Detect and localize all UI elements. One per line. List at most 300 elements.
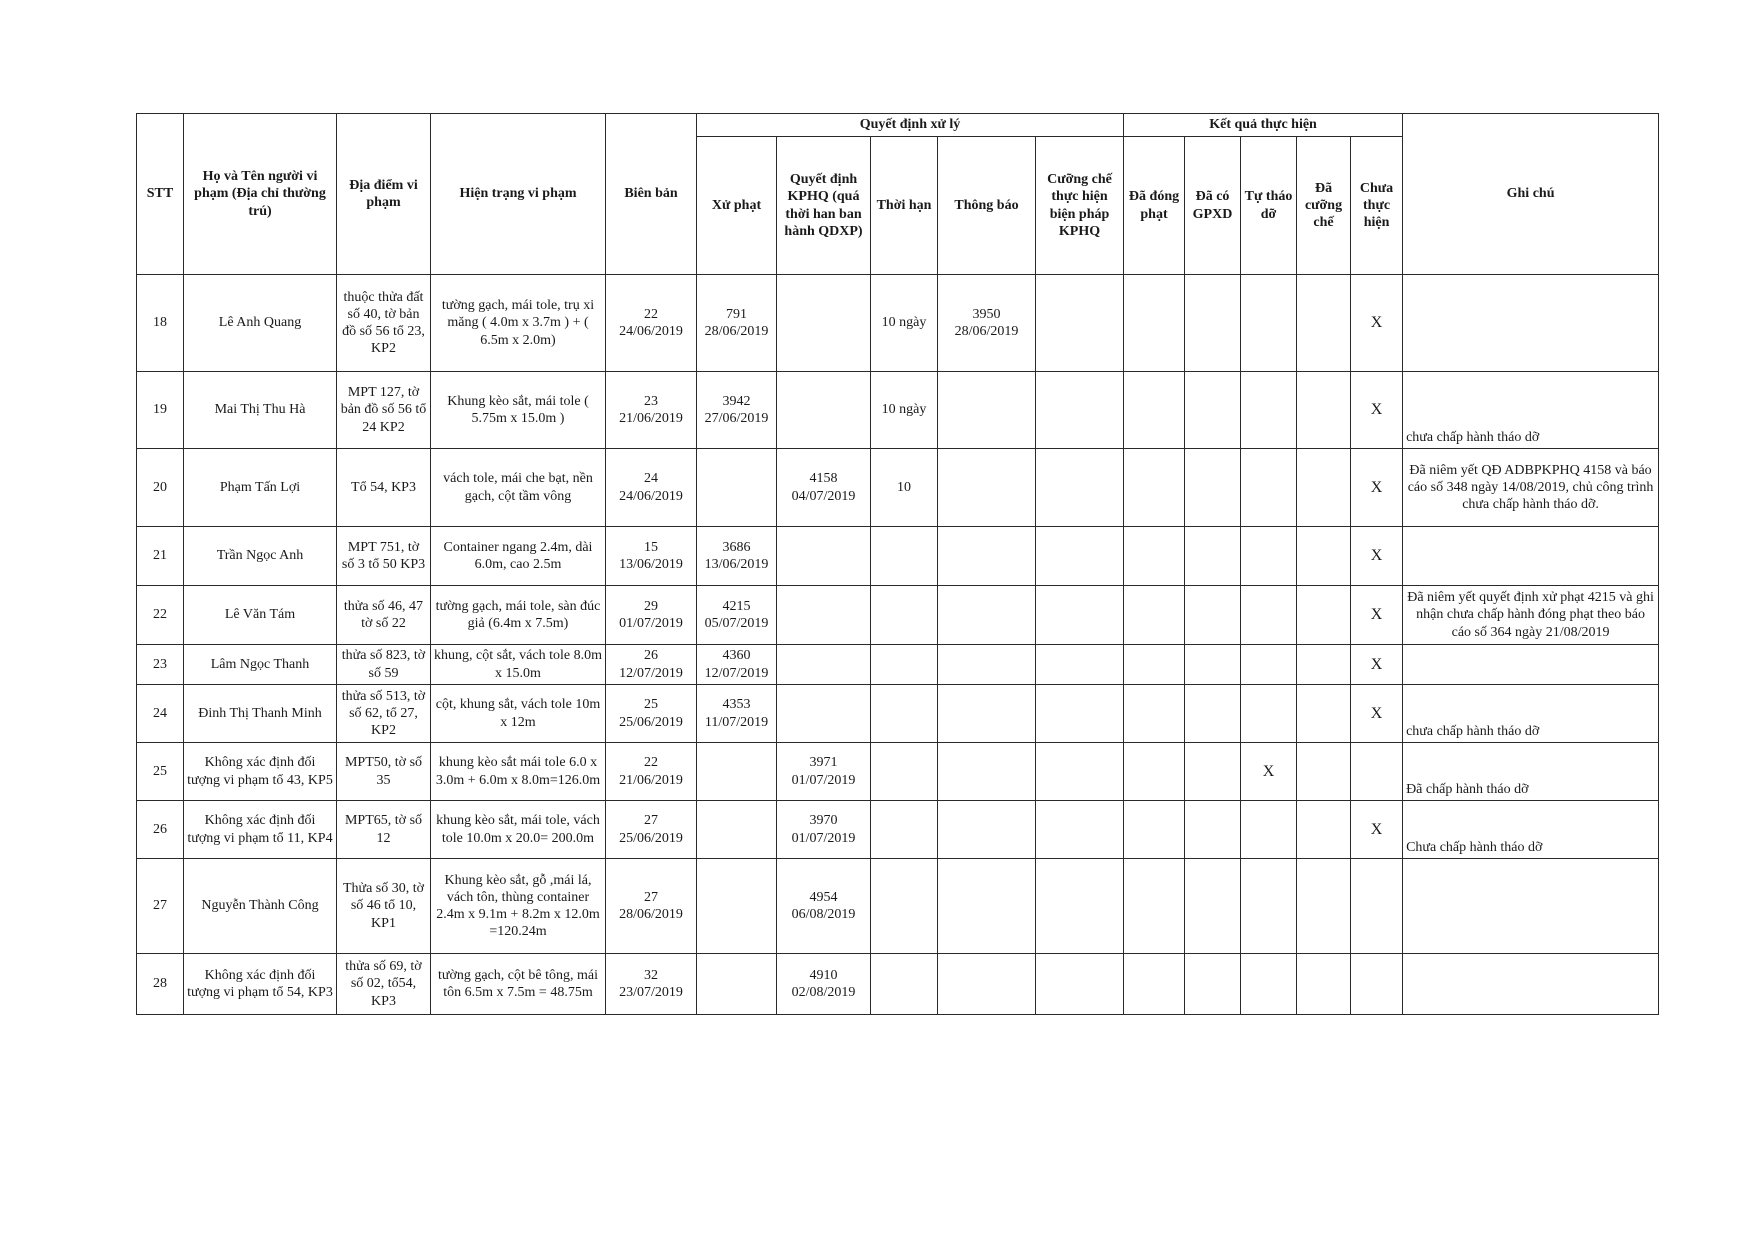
violation-status: vách tole, mái che bạt, nền gạch, cột tầm vông xyxy=(443,471,593,504)
table-row xyxy=(137,685,1659,743)
cell-status xyxy=(431,372,606,449)
cell-status xyxy=(431,685,606,743)
violation-location: MPT65, tờ số 12 xyxy=(344,813,423,846)
penalty-number: 4360 xyxy=(722,648,751,664)
header-group-decision: Quyết định xử lý xyxy=(697,114,1124,137)
cell-location xyxy=(337,859,431,954)
stt-value: 28 xyxy=(153,976,167,992)
cell-name xyxy=(184,859,337,954)
cell-enforce-kphq xyxy=(1036,743,1124,801)
stt-value: 23 xyxy=(153,656,167,672)
cell-enforce-kphq xyxy=(1036,527,1124,586)
cell-name xyxy=(184,685,337,743)
violation-status: khung kèo sắt, mái tole, vách tole 10.0m x 20.0= 200.0m xyxy=(436,813,600,846)
cell-gpxd xyxy=(1185,859,1241,954)
cell-not-done xyxy=(1351,275,1403,372)
violator-name: Lê Anh Quang xyxy=(218,315,302,331)
penalty-date: 28/06/2019 xyxy=(704,324,769,339)
table-row xyxy=(137,527,1659,586)
record-number: 22 xyxy=(644,306,658,322)
cell-location xyxy=(337,685,431,743)
cell-notice xyxy=(938,449,1036,527)
cell-enforced xyxy=(1297,645,1351,685)
cell-notes xyxy=(1403,743,1659,801)
cell-gpxd xyxy=(1185,275,1241,372)
cell-stt xyxy=(137,527,184,586)
violations-table xyxy=(136,113,1659,1015)
cell-paid xyxy=(1124,527,1185,586)
cell-not-done xyxy=(1351,527,1403,586)
cell-paid xyxy=(1124,645,1185,685)
cell-deadline xyxy=(871,527,938,586)
cell-deadline xyxy=(871,275,938,372)
cell-paid xyxy=(1124,275,1185,372)
cell-location xyxy=(337,527,431,586)
penalty-date: 27/06/2019 xyxy=(704,411,769,426)
cell-penalty xyxy=(697,743,777,801)
violation-status: tường gạch, mái tole, trụ xi măng ( 4.0m x 3.7m ) + ( 6.5m x 2.0m) xyxy=(441,298,595,348)
cell-penalty xyxy=(697,449,777,527)
cell-not-done xyxy=(1351,685,1403,743)
cell-kphq xyxy=(777,372,871,449)
cell-penalty xyxy=(697,645,777,685)
penalty-date: 12/07/2019 xyxy=(704,665,769,681)
cell-deadline xyxy=(871,743,938,801)
header-paid: Đã đóng phạt xyxy=(1124,137,1185,275)
cell-self-demolish xyxy=(1241,685,1297,743)
cell-enforce-kphq xyxy=(1036,645,1124,685)
violation-location: MPT50, tờ số 35 xyxy=(344,755,423,788)
cell-stt xyxy=(137,372,184,449)
cell-not-done xyxy=(1351,372,1403,449)
penalty-number: 791 xyxy=(726,306,747,322)
cell-enforced xyxy=(1297,859,1351,954)
violation-status: tường gạch, mái tole, sàn đúc giả (6.4m x 7.5m) xyxy=(435,598,601,631)
record-date: 21/06/2019 xyxy=(619,411,683,426)
cell-notice xyxy=(938,586,1036,645)
cell-name xyxy=(184,372,337,449)
cell-self-demolish xyxy=(1241,645,1297,685)
cell-penalty xyxy=(697,801,777,859)
cell-notice xyxy=(938,743,1036,801)
kphq-number: 4910 xyxy=(809,967,838,983)
cell-enforce-kphq xyxy=(1036,859,1124,954)
cell-penalty xyxy=(697,954,777,1015)
cell-not-done xyxy=(1351,743,1403,801)
cell-gpxd xyxy=(1185,685,1241,743)
record-date: 25/06/2019 xyxy=(619,714,683,730)
cell-notes xyxy=(1403,372,1659,449)
cell-name xyxy=(184,954,337,1015)
cell-self-demolish xyxy=(1241,275,1297,372)
violation-status: Khung kèo sắt, gỗ ,mái lá, vách tôn, thùng container 2.4m x 9.1m + 8.2m x 12.0m =120.24m xyxy=(436,872,600,940)
header-self-demolish: Tự tháo dỡ xyxy=(1241,137,1297,275)
penalty-number: 4353 xyxy=(722,697,751,713)
cell-stt xyxy=(137,275,184,372)
cell-location xyxy=(337,743,431,801)
violation-location: Thửa số 30, tờ số 46 tổ 10, KP1 xyxy=(342,881,425,931)
violator-name: Không xác định đối tượng vi phạm tổ 54, KP3 xyxy=(187,967,333,1000)
table-row xyxy=(137,743,1659,801)
penalty-date: 11/07/2019 xyxy=(704,714,769,730)
kphq-number: 3971 xyxy=(809,755,838,771)
cell-status xyxy=(431,645,606,685)
note-text: Đã niêm yết quyết định xử phạt 4215 và ghi nhận chưa chấp hành đóng phạt theo báo cáo số 364 ngày 21/08/2019 xyxy=(1407,590,1654,640)
cell-deadline xyxy=(871,801,938,859)
record-date: 28/06/2019 xyxy=(619,907,683,922)
cell-notes xyxy=(1403,586,1659,645)
cell-paid xyxy=(1124,685,1185,743)
cell-record xyxy=(606,859,697,954)
violator-name: Đinh Thị Thanh Minh xyxy=(198,705,322,721)
cell-stt xyxy=(137,801,184,859)
record-number: 25 xyxy=(644,697,658,713)
cell-self-demolish xyxy=(1241,743,1297,801)
header-gpxd: Đã có GPXD xyxy=(1185,137,1241,275)
kphq-number: 3970 xyxy=(809,813,838,829)
cell-paid xyxy=(1124,586,1185,645)
stt-value: 24 xyxy=(153,705,167,721)
violation-status: cột, khung sắt, vách tole 10m x 12m xyxy=(435,697,601,730)
cell-penalty xyxy=(697,372,777,449)
header-kphq: Quyết định KPHQ (quá thời han ban hành QDXP) xyxy=(777,137,871,275)
cell-gpxd xyxy=(1185,527,1241,586)
violation-status: khung, cột sắt, vách tole 8.0m x 15.0m xyxy=(434,648,602,681)
cell-kphq xyxy=(777,743,871,801)
penalty-number: 4215 xyxy=(722,598,751,614)
cell-kphq xyxy=(777,801,871,859)
cell-notes xyxy=(1403,645,1659,685)
violation-status: khung kèo sắt mái tole 6.0 x 3.0m + 6.0m x 8.0m=126.0m xyxy=(435,755,601,788)
violator-name: Nguyễn Thành Công xyxy=(201,898,319,914)
cell-kphq xyxy=(777,275,871,372)
cell-gpxd xyxy=(1185,954,1241,1015)
penalty-date: 05/07/2019 xyxy=(704,616,769,631)
kphq-date: 01/07/2019 xyxy=(791,772,856,788)
stt-value: 25 xyxy=(153,763,167,779)
record-date: 13/06/2019 xyxy=(619,557,683,572)
table-row xyxy=(137,645,1659,685)
record-date: 25/06/2019 xyxy=(619,830,683,846)
cell-enforce-kphq xyxy=(1036,954,1124,1015)
not-done-mark: X xyxy=(1370,704,1383,722)
cell-status xyxy=(431,449,606,527)
cell-deadline xyxy=(871,645,938,685)
header-name: Họ và Tên người vi phạm (Địa chỉ thường trú) xyxy=(184,114,337,275)
notice-date: 28/06/2019 xyxy=(954,324,1019,339)
cell-notes xyxy=(1403,275,1659,372)
table-body xyxy=(137,275,1659,1015)
violation-status: Container ngang 2.4m, dài 6.0m, cao 2.5m xyxy=(443,539,593,572)
cell-self-demolish xyxy=(1241,801,1297,859)
cell-gpxd xyxy=(1185,449,1241,527)
cell-notice xyxy=(938,954,1036,1015)
cell-enforced xyxy=(1297,372,1351,449)
cell-enforce-kphq xyxy=(1036,685,1124,743)
header-group-result: Kết quả thực hiện xyxy=(1124,114,1403,137)
penalty-number: 3942 xyxy=(722,393,751,409)
cell-gpxd xyxy=(1185,743,1241,801)
cell-record xyxy=(606,372,697,449)
header-group-row xyxy=(137,114,1659,137)
cell-status xyxy=(431,586,606,645)
cell-location xyxy=(337,954,431,1015)
cell-paid xyxy=(1124,859,1185,954)
stt-value: 18 xyxy=(153,315,167,331)
stt-value: 26 xyxy=(153,821,167,837)
cell-notes xyxy=(1403,859,1659,954)
record-date: 01/07/2019 xyxy=(619,616,683,631)
cell-record xyxy=(606,954,697,1015)
cell-penalty xyxy=(697,586,777,645)
cell-notes xyxy=(1403,685,1659,743)
violation-status: tường gạch, cột bê tông, mái tôn 6.5m x 7.5m = 48.75m xyxy=(437,967,598,1000)
cell-not-done xyxy=(1351,449,1403,527)
cell-paid xyxy=(1124,954,1185,1015)
header-not-done: Chưa thực hiện xyxy=(1351,137,1403,275)
cell-status xyxy=(431,743,606,801)
header-enforce-kphq: Cưỡng chế thực hiện biện pháp KPHQ xyxy=(1036,137,1124,275)
cell-name xyxy=(184,275,337,372)
cell-record xyxy=(606,449,697,527)
cell-gpxd xyxy=(1185,372,1241,449)
violation-location: thửa số 69, tờ số 02, tổ54, KP3 xyxy=(345,959,422,1009)
cell-gpxd xyxy=(1185,645,1241,685)
record-number: 23 xyxy=(644,393,658,409)
not-done-mark: X xyxy=(1370,820,1383,838)
cell-name xyxy=(184,527,337,586)
cell-notice xyxy=(938,645,1036,685)
cell-location xyxy=(337,645,431,685)
note-text: chưa chấp hành tháo dỡ xyxy=(1406,429,1540,445)
table-row xyxy=(137,449,1659,527)
cell-notes xyxy=(1403,801,1659,859)
record-number: 24 xyxy=(644,471,658,487)
note-text: chưa chấp hành tháo dỡ xyxy=(1406,723,1540,739)
cell-stt xyxy=(137,586,184,645)
not-done-mark: X xyxy=(1370,547,1383,565)
cell-notice xyxy=(938,527,1036,586)
header-status: Hiện trạng vi phạm xyxy=(431,114,606,275)
cell-penalty xyxy=(697,275,777,372)
cell-enforced xyxy=(1297,527,1351,586)
record-date: 12/07/2019 xyxy=(619,665,683,681)
deadline-value: 10 ngày xyxy=(881,402,927,418)
violation-location: thửa số 46, 47 tờ số 22 xyxy=(343,598,424,631)
cell-stt xyxy=(137,645,184,685)
deadline-value: 10 xyxy=(897,479,911,495)
cell-record xyxy=(606,743,697,801)
header-record: Biên bản xyxy=(606,114,697,275)
kphq-date: 01/07/2019 xyxy=(791,830,856,846)
cell-status xyxy=(431,801,606,859)
cell-not-done xyxy=(1351,586,1403,645)
violation-location: MPT 751, tờ số 3 tổ 50 KP3 xyxy=(341,539,426,572)
cell-self-demolish xyxy=(1241,859,1297,954)
penalty-date: 13/06/2019 xyxy=(704,557,769,572)
record-number: 27 xyxy=(644,889,658,905)
cell-self-demolish xyxy=(1241,586,1297,645)
cell-notice xyxy=(938,372,1036,449)
cell-not-done xyxy=(1351,801,1403,859)
not-done-mark: X xyxy=(1370,606,1383,624)
violator-name: Không xác định đối tượng vi phạm tổ 43, KP5 xyxy=(187,755,333,788)
cell-notice xyxy=(938,801,1036,859)
record-date: 24/06/2019 xyxy=(619,488,683,504)
deadline-value: 10 ngày xyxy=(881,315,927,331)
cell-stt xyxy=(137,954,184,1015)
cell-enforced xyxy=(1297,801,1351,859)
cell-status xyxy=(431,859,606,954)
kphq-date: 06/08/2019 xyxy=(791,907,856,922)
cell-deadline xyxy=(871,372,938,449)
header-enforced: Đã cưỡng chế xyxy=(1297,137,1351,275)
cell-status xyxy=(431,954,606,1015)
cell-location xyxy=(337,586,431,645)
record-date: 23/07/2019 xyxy=(619,985,683,1000)
header-notes: Ghi chú xyxy=(1403,114,1659,275)
cell-deadline xyxy=(871,586,938,645)
record-number: 29 xyxy=(644,598,658,614)
header-notice: Thông báo xyxy=(938,137,1036,275)
cell-kphq xyxy=(777,954,871,1015)
stt-value: 21 xyxy=(153,548,167,564)
cell-name xyxy=(184,645,337,685)
cell-notice xyxy=(938,275,1036,372)
cell-enforce-kphq xyxy=(1036,372,1124,449)
cell-paid xyxy=(1124,372,1185,449)
cell-enforced xyxy=(1297,275,1351,372)
violator-name: Không xác định đối tượng vi phạm tổ 11, KP4 xyxy=(187,813,333,846)
header-deadline: Thời hạn xyxy=(871,137,938,275)
violator-name: Lâm Ngọc Thanh xyxy=(210,656,310,672)
not-done-mark: X xyxy=(1370,401,1383,419)
cell-kphq xyxy=(777,859,871,954)
cell-status xyxy=(431,527,606,586)
cell-location xyxy=(337,449,431,527)
cell-stt xyxy=(137,449,184,527)
cell-location xyxy=(337,801,431,859)
cell-deadline xyxy=(871,954,938,1015)
cell-not-done xyxy=(1351,954,1403,1015)
kphq-date: 04/07/2019 xyxy=(791,488,856,504)
cell-notes xyxy=(1403,954,1659,1015)
not-done-mark: X xyxy=(1370,655,1383,673)
notice-number: 3950 xyxy=(972,306,1001,322)
header-location: Địa điểm vi phạm xyxy=(337,114,431,275)
table-row xyxy=(137,954,1659,1015)
cell-self-demolish xyxy=(1241,527,1297,586)
cell-record xyxy=(606,527,697,586)
cell-status xyxy=(431,275,606,372)
table-row xyxy=(137,372,1659,449)
cell-enforced xyxy=(1297,954,1351,1015)
violation-location: thuộc thửa đất số 40, tờ bản đồ số 56 tổ 23, KP2 xyxy=(342,289,425,357)
cell-deadline xyxy=(871,859,938,954)
record-number: 15 xyxy=(644,539,658,555)
cell-kphq xyxy=(777,685,871,743)
cell-self-demolish xyxy=(1241,449,1297,527)
cell-self-demolish xyxy=(1241,372,1297,449)
violator-name: Mai Thị Thu Hà xyxy=(214,402,306,418)
cell-not-done xyxy=(1351,645,1403,685)
cell-notes xyxy=(1403,527,1659,586)
table-row xyxy=(137,586,1659,645)
cell-kphq xyxy=(777,645,871,685)
cell-penalty xyxy=(697,527,777,586)
note-text: Chưa chấp hành tháo dỡ xyxy=(1406,839,1543,855)
cell-name xyxy=(184,586,337,645)
cell-deadline xyxy=(871,449,938,527)
cell-record xyxy=(606,586,697,645)
cell-record xyxy=(606,801,697,859)
record-date: 21/06/2019 xyxy=(619,772,683,788)
note-text: Đã niêm yết QĐ ADBPKPHQ 4158 và báo cáo số 348 ngày 14/08/2019, chủ công trình chưa chấp hành tháo dỡ. xyxy=(1407,462,1654,513)
cell-enforced xyxy=(1297,586,1351,645)
record-date: 24/06/2019 xyxy=(619,324,683,339)
violation-location: thửa số 513, tờ số 62, tổ 27, KP2 xyxy=(341,688,426,739)
violation-location: thửa số 823, tờ số 59 xyxy=(341,648,426,681)
cell-enforce-kphq xyxy=(1036,801,1124,859)
stt-value: 27 xyxy=(153,898,167,914)
record-number: 26 xyxy=(644,648,658,664)
cell-enforce-kphq xyxy=(1036,275,1124,372)
cell-penalty xyxy=(697,859,777,954)
violation-status: Khung kèo sắt, mái tole ( 5.75m x 15.0m ) xyxy=(447,393,589,426)
cell-name xyxy=(184,743,337,801)
cell-deadline xyxy=(871,685,938,743)
cell-gpxd xyxy=(1185,801,1241,859)
cell-enforce-kphq xyxy=(1036,586,1124,645)
cell-record xyxy=(606,275,697,372)
cell-record xyxy=(606,645,697,685)
cell-name xyxy=(184,801,337,859)
table-row xyxy=(137,275,1659,372)
kphq-number: 4954 xyxy=(809,889,838,905)
table-row xyxy=(137,859,1659,954)
cell-location xyxy=(337,372,431,449)
penalty-number: 3686 xyxy=(722,539,751,555)
note-text: Đã chấp hành tháo dỡ xyxy=(1406,781,1529,797)
stt-value: 20 xyxy=(153,479,167,495)
not-done-mark: X xyxy=(1370,478,1383,496)
violator-name: Trần Ngọc Anh xyxy=(216,548,304,564)
self-demolish-mark: X xyxy=(1262,762,1275,780)
cell-notes xyxy=(1403,449,1659,527)
not-done-mark: X xyxy=(1370,314,1383,332)
cell-paid xyxy=(1124,449,1185,527)
cell-notice xyxy=(938,859,1036,954)
cell-notice xyxy=(938,685,1036,743)
violator-name: Lê Văn Tám xyxy=(224,607,296,623)
record-number: 22 xyxy=(644,755,658,771)
cell-not-done xyxy=(1351,859,1403,954)
cell-kphq xyxy=(777,527,871,586)
header-stt: STT xyxy=(137,114,184,275)
record-number: 27 xyxy=(644,813,658,829)
cell-enforced xyxy=(1297,743,1351,801)
violator-name: Phạm Tấn Lợi xyxy=(219,479,301,495)
cell-name xyxy=(184,449,337,527)
cell-gpxd xyxy=(1185,586,1241,645)
cell-enforced xyxy=(1297,685,1351,743)
cell-enforce-kphq xyxy=(1036,449,1124,527)
stt-value: 22 xyxy=(153,607,167,623)
cell-penalty xyxy=(697,685,777,743)
violation-location: MPT 127, tờ bản đồ số 56 tổ 24 KP2 xyxy=(340,385,427,435)
cell-location xyxy=(337,275,431,372)
stt-value: 19 xyxy=(153,402,167,418)
